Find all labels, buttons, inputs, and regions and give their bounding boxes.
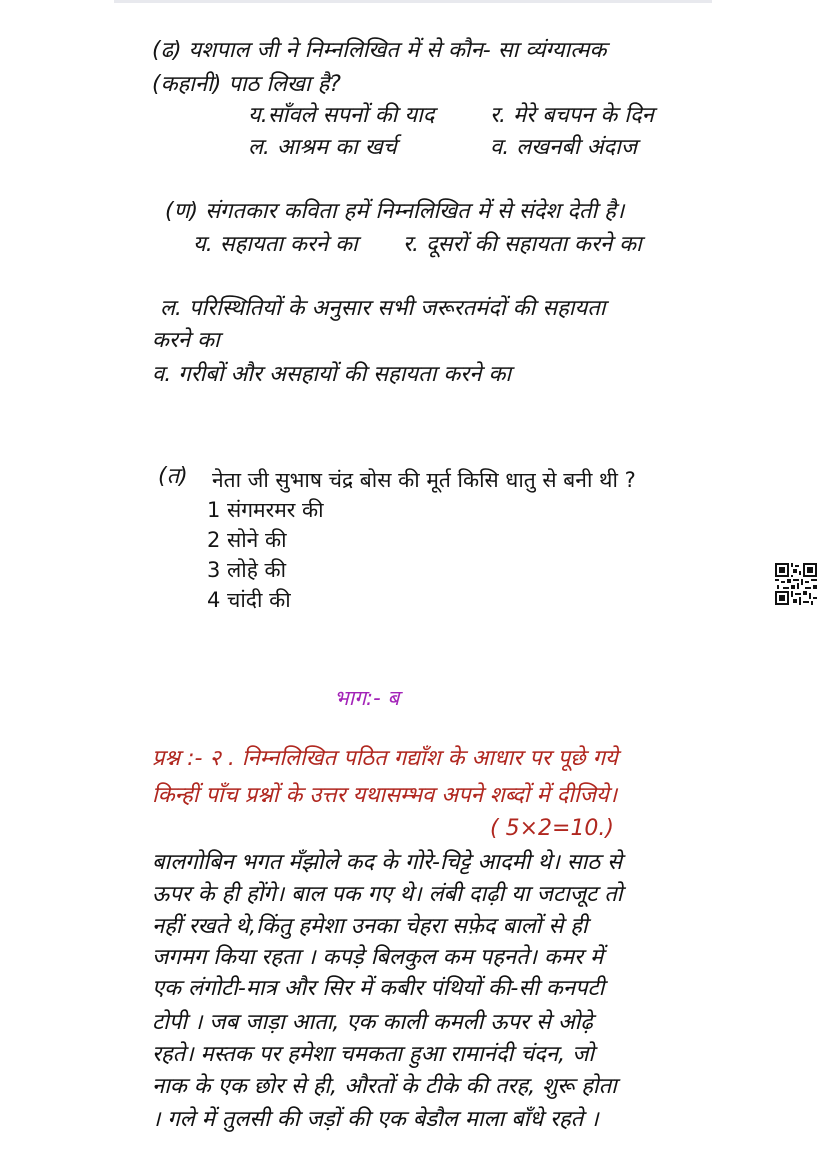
question-ta-option-2: 2 सोने की bbox=[207, 528, 287, 552]
question-dha-option-va: व. लखनबी अंदाज bbox=[490, 135, 638, 160]
passage-line: नाक के एक छोर से ही, औरतों के टीके की तरह, शुरू होता bbox=[152, 1074, 617, 1099]
question-ta-marker: (त) bbox=[158, 464, 188, 489]
passage-line: नहीं रखते थे,किंतु हमेशा उनका चेहरा सफ़ेद बालों से ही bbox=[152, 914, 588, 939]
passage-line: बालगोबिन भगत मँझोले कद के गोरे-चिट्टे आदमी थे। साठ से bbox=[152, 850, 623, 875]
question-na-option-va: व. गरीबों और असहायों की सहायता करने का bbox=[152, 362, 512, 387]
section-b-title: भाग:- ब bbox=[334, 686, 400, 710]
question-na-option-ya: य. सहायता करने का bbox=[193, 232, 358, 257]
qr-code-icon bbox=[775, 563, 817, 605]
question-ta-option-1: 1 संगमरमर की bbox=[207, 498, 324, 522]
question-dha-option-ra: र. मेरे बचपन के दिन bbox=[490, 103, 654, 128]
question-na-line1: (ण) संगतकार कविता हमें निम्नलिखित में से संदेश देती है। bbox=[165, 199, 625, 224]
question-dha-line1: (ढ) यशपाल जी ने निम्नलिखित में से कौन- सा व्यंग्यात्मक bbox=[152, 38, 607, 63]
question-ta-text: नेता जी सुभाष चंद्र बोस की मूर्त किसि धातु से बनी थी ? bbox=[212, 468, 636, 492]
question-dha-line2: (कहानी) पाठ लिखा है? bbox=[152, 72, 341, 97]
passage-line: जगमग किया रहता । कपड़े बिलकुल कम पहनते। कमर में bbox=[152, 945, 604, 970]
question-ta-option-4: 4 चांदी की bbox=[207, 588, 291, 612]
question-na-option-la: ल. परिस्थितियों के अनुसार सभी जरूरतमंदों की सहायता bbox=[160, 296, 606, 321]
question-na-option-ra: र. दूसरों की सहायता करने का bbox=[403, 232, 642, 257]
question-2-line1: प्रश्न :- २ . निम्नलिखित पठित गद्याँश के आधार पर पूछे गये bbox=[152, 746, 618, 771]
top-rule bbox=[114, 0, 712, 3]
passage-line: रहते। मस्तक पर हमेशा चमकता हुआ रामानंदी चंदन, जो bbox=[152, 1042, 595, 1067]
question-dha-option-la: ल. आश्रम का खर्च bbox=[248, 135, 397, 160]
cropped-next-line bbox=[150, 1160, 610, 1169]
passage-line: एक लंगोटी-मात्र और सिर में कबीर पंथियों की-सी कनपटी bbox=[152, 976, 605, 1001]
question-2-line2: किन्हीं पाँच प्रश्नों के उत्तर यथासम्भव अपने शब्दों में दीजिये। bbox=[152, 783, 618, 808]
question-ta-option-3: 3 लोहे की bbox=[207, 558, 287, 582]
question-2-marks: ( 5×2=10.) bbox=[490, 816, 615, 841]
question-dha-option-ya: य.साँवले सपनों की याद bbox=[248, 103, 435, 128]
passage-line: ऊपर के ही होंगे। बाल पक गए थे। लंबी दाढ़ी या जटाजूट तो bbox=[152, 882, 623, 907]
passage-line: । गले में तुलसी की जड़ों की एक बेडौल माला बाँधे रहते । bbox=[152, 1107, 599, 1132]
passage-line: टोपी । जब जाड़ा आता, एक काली कमली ऊपर से ओढ़े bbox=[152, 1010, 593, 1035]
question-na-option-la-cont: करने का bbox=[152, 328, 220, 353]
